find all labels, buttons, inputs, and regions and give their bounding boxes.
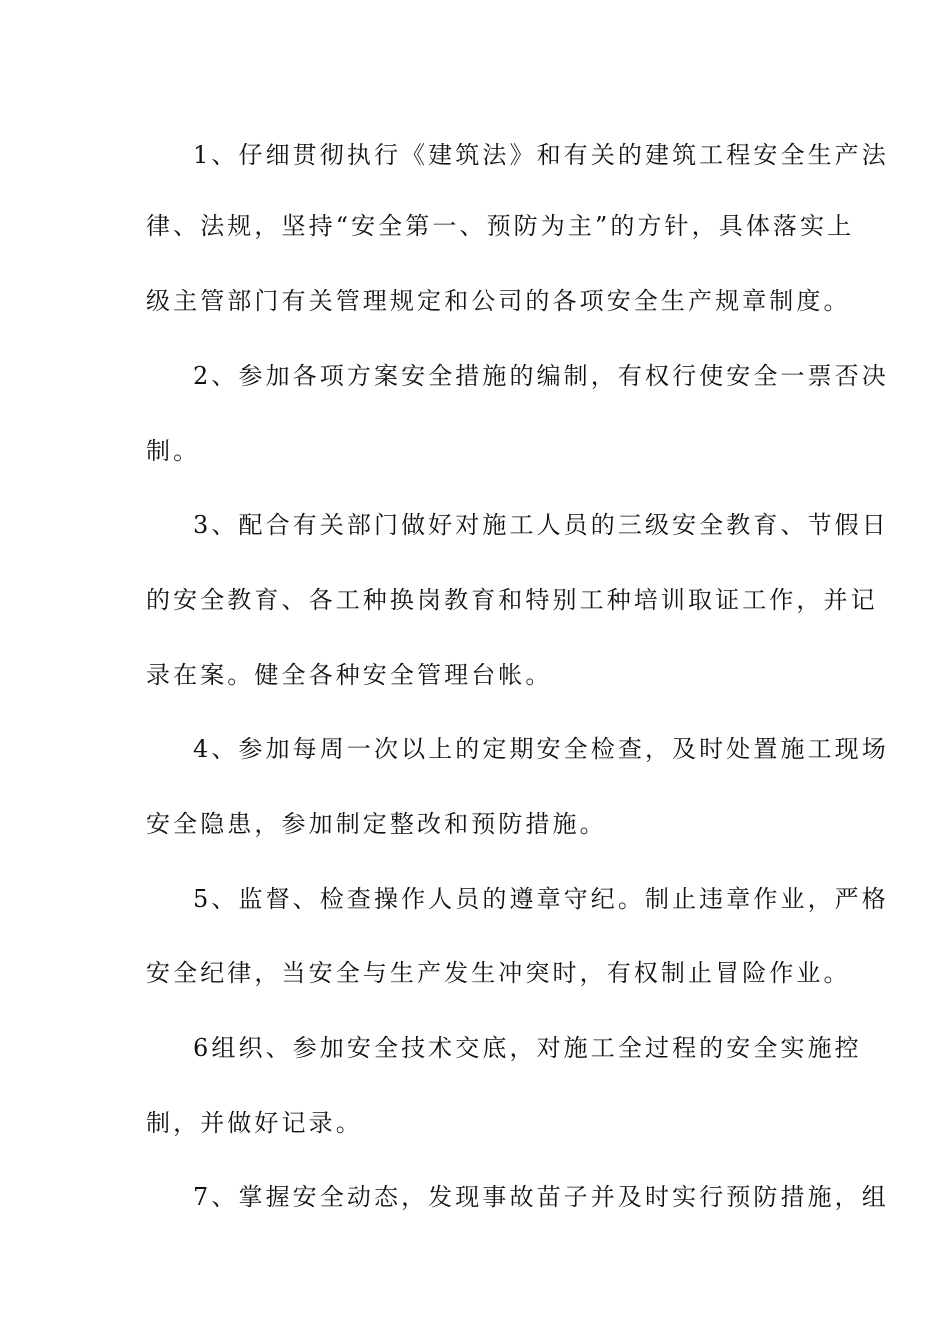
item-6-line-1: 6组织、参加安全技术交底，对施工全过程的安全实施控 [193,1034,862,1062]
item-7-line-1: 7、掌握安全动态，发现事故苗子并及时实行预防措施，组 [193,1183,889,1211]
item-3-line-2: 的安全教育、各工种换岗教育和特别工种培训取证工作，并记 [146,586,878,614]
item-1-line-3: 级主管部门有关管理规定和公司的各项安全生产规章制度。 [146,287,851,315]
item-5-line-2: 安全纪律，当安全与生产发生冲突时，有权制止冒险作业。 [146,959,851,987]
item-4-line-2: 安全隐患，参加制定整改和预防措施。 [146,810,607,838]
item-6-line-2: 制，并做好记录。 [146,1109,363,1137]
item-5-line-1: 5、监督、检查操作人员的遵章守纪。制止违章作业，严格 [193,885,889,913]
item-2-line-2: 制。 [146,437,201,465]
item-3-line-3: 录在案。健全各种安全管理台帐。 [146,661,553,689]
item-2-line-1: 2、参加各项方案安全措施的编制，有权行使安全一票否决 [193,362,889,390]
item-4-line-1: 4、参加每周一次以上的定期安全检查，及时处置施工现场 [193,735,889,763]
item-1-line-1: 1、仔细贯彻执行《建筑法》和有关的建筑工程安全生产法 [193,141,889,169]
item-1-line-2: 律、法规，坚持“安全第一、预防为主”的方针，具体落实上 [146,212,855,240]
item-3-line-1: 3、配合有关部门做好对施工人员的三级安全教育、节假日 [193,511,889,539]
